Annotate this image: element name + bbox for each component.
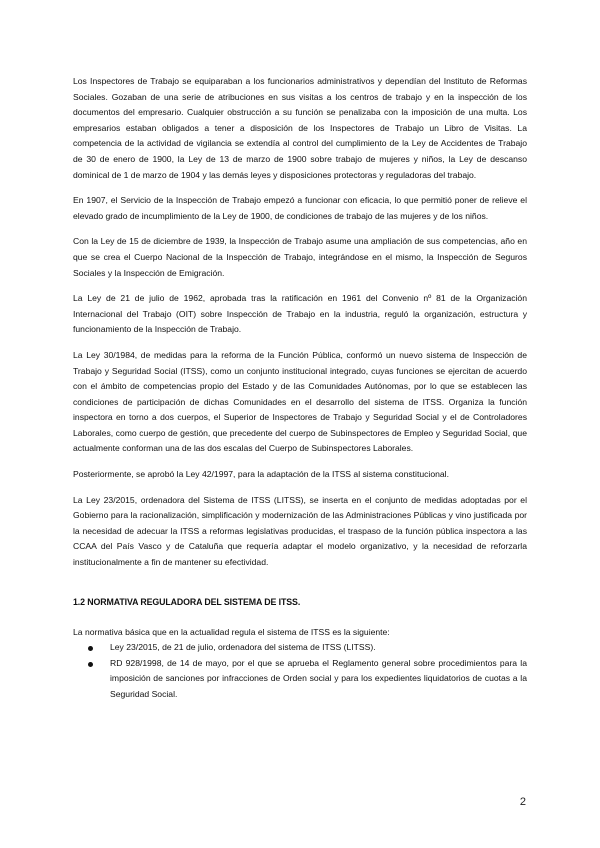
paragraph-ley-23-2015: La Ley 23/2015, ordenadora del Sistema de ITSS (LITSS), se inserta en el conjunto de medidas adoptadas por el Gobierno para la racionalización, simplificación y modernización de las Administraciones Públicas y vino justificada por la necesidad de adecuar la ITSS a reformas legislativas producidas, el traspaso de la función pública inspectora a las CCAA del País Vasco y de Cataluña que requería adaptar el modelo organizativo, y la necesidad de reforzarla institucionalmente a fin de mantener su efectividad. (73, 494, 527, 568)
paragraph-ley-42-1997: Posteriormente, se aprobó la Ley 42/1997, para la adaptación de la ITSS al sistema constitucional. (73, 469, 449, 480)
section-intro: La normativa básica que en la actualidad regula el sistema de ITSS es la siguiente: (73, 626, 390, 637)
normativa-list (73, 640, 527, 702)
page-number: 2 (519, 796, 526, 808)
list-item-text: Ley 23/2015, de 21 de julio, ordenadora del sistema de ITSS (LITSS). (110, 642, 376, 653)
list-item-text: RD 928/1998, de 14 de mayo, por el que se aprueba el Reglamento general sobre procedimientos para la imposición de sanciones por infracciones de Orden social y para los expedientes liquidatorios de cuotas a la Seguridad Social. (110, 657, 527, 699)
paragraph-inspectores: Los Inspectores de Trabajo se equiparaban a los funcionarios administrativos y dependían del Instituto de Reformas Sociales. Gozaban de una serie de atribuciones en sus visitas a los centros de trabajo y en la inspección de los documentos del empresario. Cualquier obstrucción a su función se penalizaba con la imposición de una multa. Los empresarios estaban obligados a tener a disposición de los Inspectores de Trabajo un Libro de Visitas. La competencia de la actividad de vigilancia se extendía al control del cumplimiento de la Ley de Accidentes de Trabajo de 30 de enero de 1900, la Ley de 13 de marzo de 1900 sobre trabajo de mujeres y niños, la Ley de descanso dominical de 1 de marzo de 1904 y las demás leyes y disposiciones protectoras y reguladoras del trabajo. (73, 76, 527, 180)
paragraph-1962: La Ley de 21 de julio de 1962, aprobada tras la ratificación en 1961 del Convenio nº 81 de la Organización Internacional del Trabajo (OIT) sobre Inspección de Trabajo en la industria, reguló la organización, estructura y funcionamiento de la Inspección de Trabajo. (73, 293, 527, 335)
bullet-icon (88, 662, 93, 667)
section-heading: 1.2 NORMATIVA REGULADORA DEL SISTEMA DE ITSS. (73, 596, 301, 607)
paragraph-1939: Con la Ley de 15 de diciembre de 1939, la Inspección de Trabajo asume una ampliación de sus competencias, año en que se crea el Cuerpo Nacional de la Inspección de Trabajo, integrándose en el mismo, la Inspección de Seguros Sociales y la Inspección de Emigración. (73, 236, 527, 278)
list-item (73, 640, 527, 656)
list-item (73, 656, 527, 703)
paragraph-ley-30-1984: La Ley 30/1984, de medidas para la reforma de la Función Pública, conformó un nuevo sistema de Inspección de Trabajo y Seguridad Social (ITSS), como un conjunto institucional integrado, cuyas funciones se ejercitan de acuerdo con el ámbito de competencias propio del Estado y de las Comunidades Autónomas, por lo que se establecen las condiciones de participación de dichas Comunidades en el desarrollo del sistema de ITSS. Organiza la función inspectora en torno a dos cuerpos, el Superior de Inspectores de Trabajo y Seguridad Social y el de Controladores Laborales, como cuerpo de gestión, que precedente del cuerpo de Subinspectores de Empleo y Seguridad Social, que actualmente conforman una de las dos escalas del Cuerpo de Subinspectores Laborales. (73, 349, 527, 454)
document-page (73, 74, 527, 703)
bullet-icon (88, 646, 93, 651)
paragraph-1907: En 1907, el Servicio de la Inspección de Trabajo empezó a funcionar con eficacia, lo que permitió poner de relieve el elevado grado de incumplimiento de la Ley de 1900, de condiciones de trabajo de las mujeres y de los niños. (73, 195, 527, 221)
